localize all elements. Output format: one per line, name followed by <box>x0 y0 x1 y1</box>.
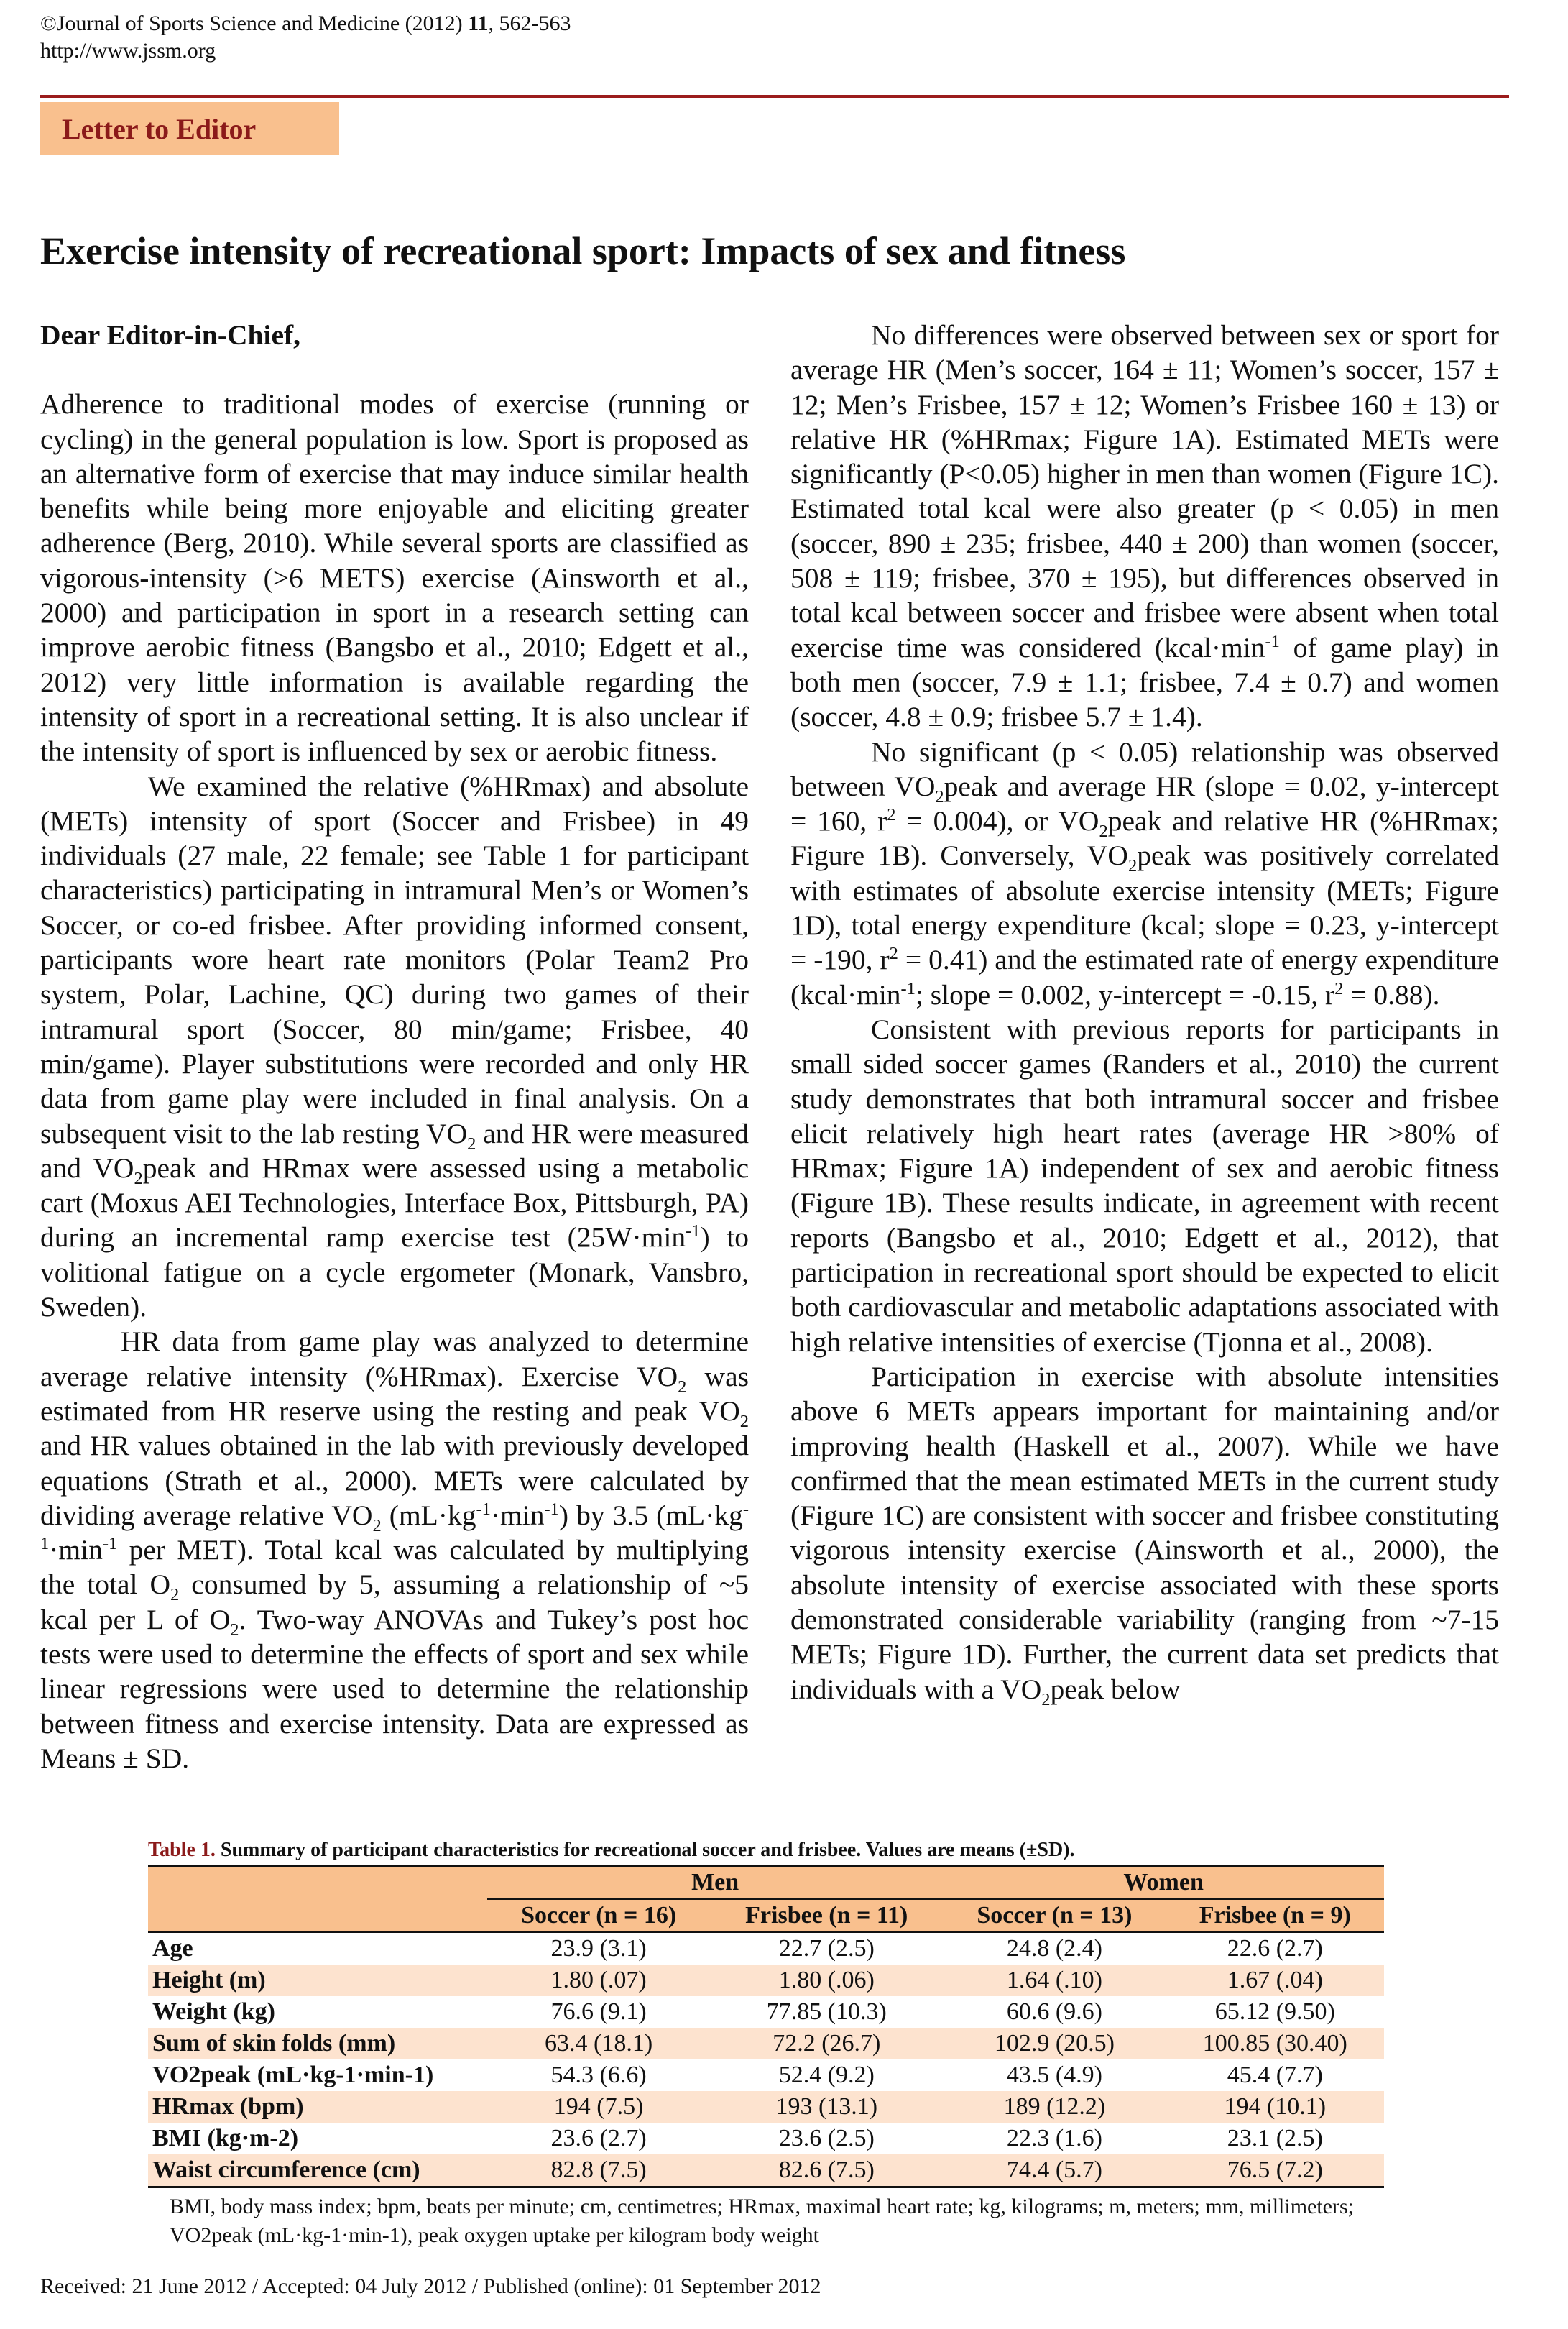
table-cell: 54.3 (6.6) <box>550 2062 647 2088</box>
article-title: Exercise intensity of recreational sport: Impacts of sex and fitness <box>40 229 1126 272</box>
row-label: HRmax (bpm) <box>152 2093 304 2120</box>
table-cell: 77.85 (10.3) <box>766 1998 887 2025</box>
publication-dates: Received: 21 June 2012 / Accepted: 04 July 2012 / Published (online): 01 September 2012 <box>40 2274 821 2298</box>
table-cell: 100.85 (30.40) <box>1202 2030 1347 2057</box>
journal-url[interactable]: http://www.jssm.org <box>40 39 216 63</box>
table-cell: 24.8 (2.4) <box>1006 1935 1102 1962</box>
table-cell: 1.80 (.06) <box>778 1967 875 1993</box>
paragraph: We examined the relative (%HRmax) and absolute (METs) intensity of sport (Soccer and Frisbee) in 49 individuals (27 male, 22 female; see Table 1 for participant characteristics) participating in intramural Men’s or Women’s Soccer, or co-ed frisbee. After providing informed consent, participants wore heart rate monitors (Polar Team2 Pro system, Polar, Lachine, QC) during two games of their intramural sport (Soccer, 80 min/game; Frisbee, 40 min/game). Player substitutions were recorded and only HR data from game play were included in final analysis. On a subsequent visit to the lab resting $VO_2$ and HR were measured and $VO_2peak$ and HRmax were assessed using a metabolic cart (Moxus AEI Technologies, Interface Box, Pittsburgh, PA) during an incremental ramp exercise test $(25W\cdot\min^{-1})$ to volitional fatigue on a cycle ergometer (Monark, Vansbro, Sweden). <box>40 770 749 1323</box>
table-row <box>148 2059 1384 2091</box>
table-subheader <box>148 1899 1384 1932</box>
table-cell: 194 (7.5) <box>553 2093 644 2120</box>
body-column-right <box>790 318 1500 1709</box>
table-footnote: BMI, body mass index; bpm, beats per minute; cm, centimetres; HRmax, maximal heart rate; kg, kilograms; m, meters; mm, millimeters; VO2peak (mL·kg-1·min-1), peak oxygen uptake per kilogram body weight <box>170 2195 1354 2247</box>
table-row <box>148 2154 1384 2187</box>
row-label: Weight (kg) <box>152 1998 275 2025</box>
table-cell: 1.80 (.07) <box>550 1967 647 1993</box>
group-men: Men <box>487 1866 943 1900</box>
column-header: Soccer (n = 13) <box>977 1902 1133 1929</box>
table-cell: 23.1 (2.5) <box>1227 2125 1323 2151</box>
table-cell: 23.6 (2.7) <box>550 2125 647 2151</box>
paragraph: No differences were observed between sex or sport for average HR (Men’s soccer, 164 ± 11; Women’s soccer, 157 ± 12; Men’s Frisbee, 157 ± 12; Women’s Frisbee 160 ± 13) or relative HR (%HRmax; Figure 1A). Estimated METs were significantly (P<0.05) higher in men than women (Figure 1C). Estimated total kcal were also greater (p < 0.05) in men (soccer, 890 ± 235; frisbee, 440 ± 200) than women (soccer, 508 ± 119; frisbee, 370 ± 195), but differences observed in total kcal between soccer and frisbee were absent when total exercise time was considered ($kcal\cdot\min^{-1}$ of game play) in both men (soccer, 7.9 ± 1.1; frisbee, 7.4 ± 0.7) and women (soccer, 4.8 ± 0.9; frisbee 5.7 ± 1.4). <box>790 319 1500 733</box>
group-women: Women <box>943 1866 1384 1900</box>
row-label: Age <box>152 1935 193 1962</box>
salutation: Dear Editor-in-Chief, <box>40 319 301 351</box>
table-cell: 1.64 (.10) <box>1006 1967 1102 1993</box>
table-caption: Table 1. Summary of participant characteristics for recreational soccer and frisbee. Values are means (±SD). <box>148 1839 1075 1861</box>
paragraph: HR data from game play was analyzed to determine average relative intensity (%HRmax). Exercise $VO_2$ was estimated from HR reserve using the resting and peak $VO_2$ and HR values obtained in the lab with previously developed equations (Strath et al., 2000). METs were calculated by dividing average relative $VO_2$ $(mL\cdot kg^{-1}\cdot\min^{-1})$ by 3.5 ($mL\cdot kg^{-1}\cdot\min^{-1}$ per MET). Total kcal was calculated by multiplying the total $O_2$ consumed by 5, assuming a relationship of ~5 kcal per L of $O_2$. Two-way ANOVAs and Tukey’s post hoc tests were used to determine the effects of sport and sex while linear regressions were used to determine the relationship between fitness and exercise intensity. Data are expressed as Means ± SD. <box>40 1326 749 1774</box>
table-cell: 65.12 (9.50) <box>1214 1998 1335 2025</box>
table-cell: 60.6 (9.6) <box>1006 1998 1102 2025</box>
paragraph: Consistent with previous reports for participants in small sided soccer games (Randers et al., 2010) the current study demonstrates that both intramural soccer and frisbee elicit relatively high heart rates (average HR >80% of HRmax; Figure 1A) independent of sex and aerobic fitness (Figure 1B). These results indicate, in agreement with recent reports (Bangsbo et al., 2010; Edgett et al., 2012), that participation in recreational sport should be expected to elicit both cardiovascular and metabolic adaptations associated with high relative intensities of exercise (Tjonna et al., 2008). <box>790 1013 1499 1358</box>
table-row <box>148 2091 1384 2123</box>
table-cell: 82.8 (7.5) <box>550 2156 647 2183</box>
table-row <box>148 2028 1384 2059</box>
table-cell: 63.4 (18.1) <box>545 2030 653 2057</box>
row-label: Height (m) <box>152 1967 266 1993</box>
table-row <box>148 1932 1384 1965</box>
table-cell: 23.9 (3.1) <box>550 1935 647 1962</box>
table-cell: 193 (13.1) <box>775 2093 878 2120</box>
paragraph: Adherence to traditional modes of exercise (running or cycling) in the general population is low. Sport is proposed as an alternative form of exercise that may induce similar health benefits while being more enjoyable and eliciting greater adherence (Berg, 2010). While several sports are classified as vigorous-intensity (>6 METS) exercise (Ainsworth et al., 2000) and participation in sport in a research setting can improve aerobic fitness (Bangsbo et al., 2010; Edgett et al., 2012) very little information is available regarding the intensity of sport in a recreational setting. It is also unclear if the intensity of sport is influenced by sex or aerobic fitness. <box>40 388 749 768</box>
table-cell: 22.7 (2.5) <box>778 1935 875 1962</box>
table-row <box>148 2123 1384 2154</box>
row-label: Waist circumference (cm) <box>152 2156 420 2183</box>
row-label: VO2peak (mL·kg-1·min-1) <box>152 2062 434 2088</box>
table-cell: 74.4 (5.7) <box>1006 2156 1102 2183</box>
table-row <box>148 1965 1384 1996</box>
table-group-header <box>148 1866 1384 1900</box>
table-cell: 194 (10.1) <box>1224 2093 1327 2120</box>
paragraph: No significant (p < 0.05) relationship was observed between $VO_2peak$ and average HR (slope = 0.02, y-intercept = 160, $r^2 = 0.004$), or $VO_2peak$ and relative HR (%HRmax; Figure 1B). Conversely, $VO_2peak$ was positively correlated with estimates of absolute exercise intensity (METs; Figure 1D), total energy expenditure (kcal; slope = 0.23, y-intercept = -190, $r^2 = 0.41$) and the estimated rate of energy expenditure ($kcal\cdot\min^{-1}$; slope = 0.002, y-intercept = -0.15, $r^2 = 0.88$). <box>790 735 1500 1011</box>
paragraph: Participation in exercise with absolute intensities above 6 METs appears important for maintaining and/or improving health (Haskell et al., 2007). While we have confirmed that the mean estimated METs in the current study (Figure 1C) are consistent with soccer and frisbee constituting vigorous intensity exercise (Ainsworth et al., 2000), the absolute intensity of exercise associated with these sports demonstrated considerable variability (ranging from ~7-15 METs; Figure 1D). Further, the current data set predicts that individuals with a $VO_2peak$ below <box>790 1360 1499 1709</box>
table-cell: 76.5 (7.2) <box>1227 2156 1323 2183</box>
row-label: Sum of skin folds (mm) <box>152 2030 396 2057</box>
section-label: Letter to Editor <box>40 102 339 155</box>
journal-header <box>40 10 571 65</box>
table-cell: 45.4 (7.7) <box>1227 2062 1323 2088</box>
table-cell: 22.6 (2.7) <box>1227 1935 1323 1962</box>
table-cell: 23.6 (2.5) <box>778 2125 875 2151</box>
table-cell: 43.5 (4.9) <box>1006 2062 1102 2088</box>
table-cell: 52.4 (9.2) <box>778 2062 875 2088</box>
table-cell: 102.9 (20.5) <box>994 2030 1115 2057</box>
header-rule <box>40 95 1509 98</box>
column-header: Frisbee (n = 9) <box>1199 1902 1351 1929</box>
column-header: Frisbee (n = 11) <box>745 1902 908 1929</box>
column-header: Soccer (n = 16) <box>521 1902 677 1929</box>
table-cell: 72.2 (26.7) <box>773 2030 881 2057</box>
table-cell: 1.67 (.04) <box>1227 1967 1323 1993</box>
table-cell: 82.6 (7.5) <box>778 2156 875 2183</box>
body-column-left <box>40 318 749 1776</box>
table-cell: 76.6 (9.1) <box>550 1998 647 2025</box>
participant-table <box>148 1865 1384 2188</box>
table-cell: 189 (12.2) <box>1003 2093 1106 2120</box>
table-row <box>148 1996 1384 2028</box>
journal-citation: ©Journal of Sports Science and Medicine (2012) 11, 562-563 <box>40 12 571 35</box>
row-label: BMI (kg·m-2) <box>152 2125 299 2151</box>
table-cell: 22.3 (1.6) <box>1006 2125 1102 2151</box>
